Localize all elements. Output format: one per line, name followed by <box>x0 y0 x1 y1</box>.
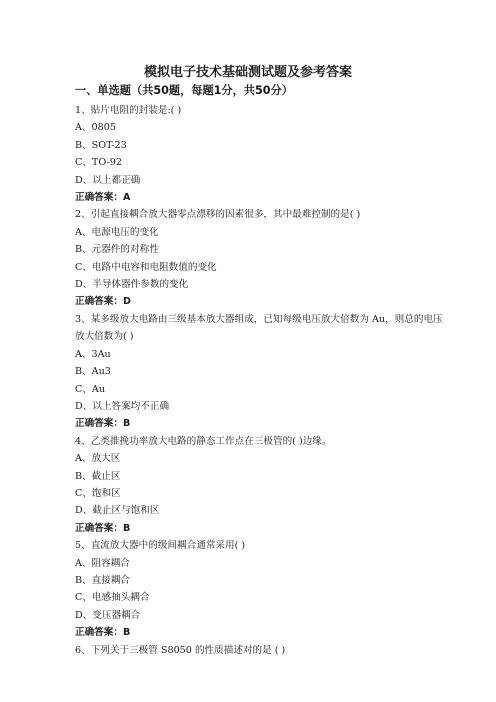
question-3 <box>75 311 445 433</box>
option-d: D、半导体器件参数的变化 <box>75 279 189 291</box>
document-title: 模拟电子技术基础测试题及参考答案 <box>143 65 352 80</box>
option-d: D、变压器耦合 <box>75 609 141 621</box>
question-stem: 4、乙类推挽功率放大电路的静态工作点在三极管的( )边缘。 <box>75 435 332 447</box>
option-c: C、电感抽头耦合 <box>75 592 150 604</box>
question-stem: 5、直流放大器中的级间耦合通常采用( ) <box>75 540 246 552</box>
option-b: B、元器件的对称性 <box>75 244 159 256</box>
option-a: A、电源电压的变化 <box>75 226 159 238</box>
correct-answer: 正确答案：B <box>75 418 131 430</box>
option-b: B、直接耦合 <box>75 574 131 586</box>
option-b: B、截止区 <box>75 470 121 482</box>
option-c: C、饱和区 <box>75 487 121 499</box>
option-a: A、放大区 <box>75 453 121 465</box>
question-1 <box>75 102 445 206</box>
question-stem: 3、某多级放大电路由三级基本放大器组成，已知每级电压放大倍数为 Au，则总的电压放大倍数为( ) <box>75 313 443 343</box>
question-list <box>75 102 445 659</box>
option-a: A、阻容耦合 <box>75 557 130 569</box>
correct-answer: 正确答案：A <box>75 192 131 204</box>
option-c: C、Au <box>75 383 106 395</box>
option-d: D、以上都正确 <box>75 174 141 186</box>
question-5 <box>75 537 445 641</box>
correct-answer: 正确答案：D <box>75 296 131 308</box>
option-c: C、电路中电容和电阻数值的变化 <box>75 261 217 273</box>
option-a: A、3Au <box>75 348 111 360</box>
question-stem: 1、贴片电阻的封装是:( ) <box>75 105 182 116</box>
option-b: B、SOT-23 <box>75 139 127 151</box>
correct-answer: 正确答案：B <box>75 522 131 534</box>
option-c: C、TO-92 <box>75 157 122 169</box>
option-b: B、Au3 <box>75 366 111 378</box>
question-6 <box>75 642 445 659</box>
question-stem: 6、下列关于三极管 S8050 的性质描述对的是 ( ) <box>75 644 286 656</box>
correct-answer: 正确答案：B <box>75 627 131 639</box>
option-d: D、以上答案均不正确 <box>75 400 170 412</box>
question-2 <box>75 206 445 310</box>
question-4 <box>75 433 445 537</box>
option-a: A、0805 <box>75 122 116 134</box>
section-heading: 一、单选题（共50题，每题1分，共50分） <box>75 84 293 97</box>
option-d: D、截止区与饱和区 <box>75 505 160 517</box>
question-stem: 2、引起直接耦合放大器零点漂移的因素很多，其中最难控制的是( ) <box>75 209 361 221</box>
